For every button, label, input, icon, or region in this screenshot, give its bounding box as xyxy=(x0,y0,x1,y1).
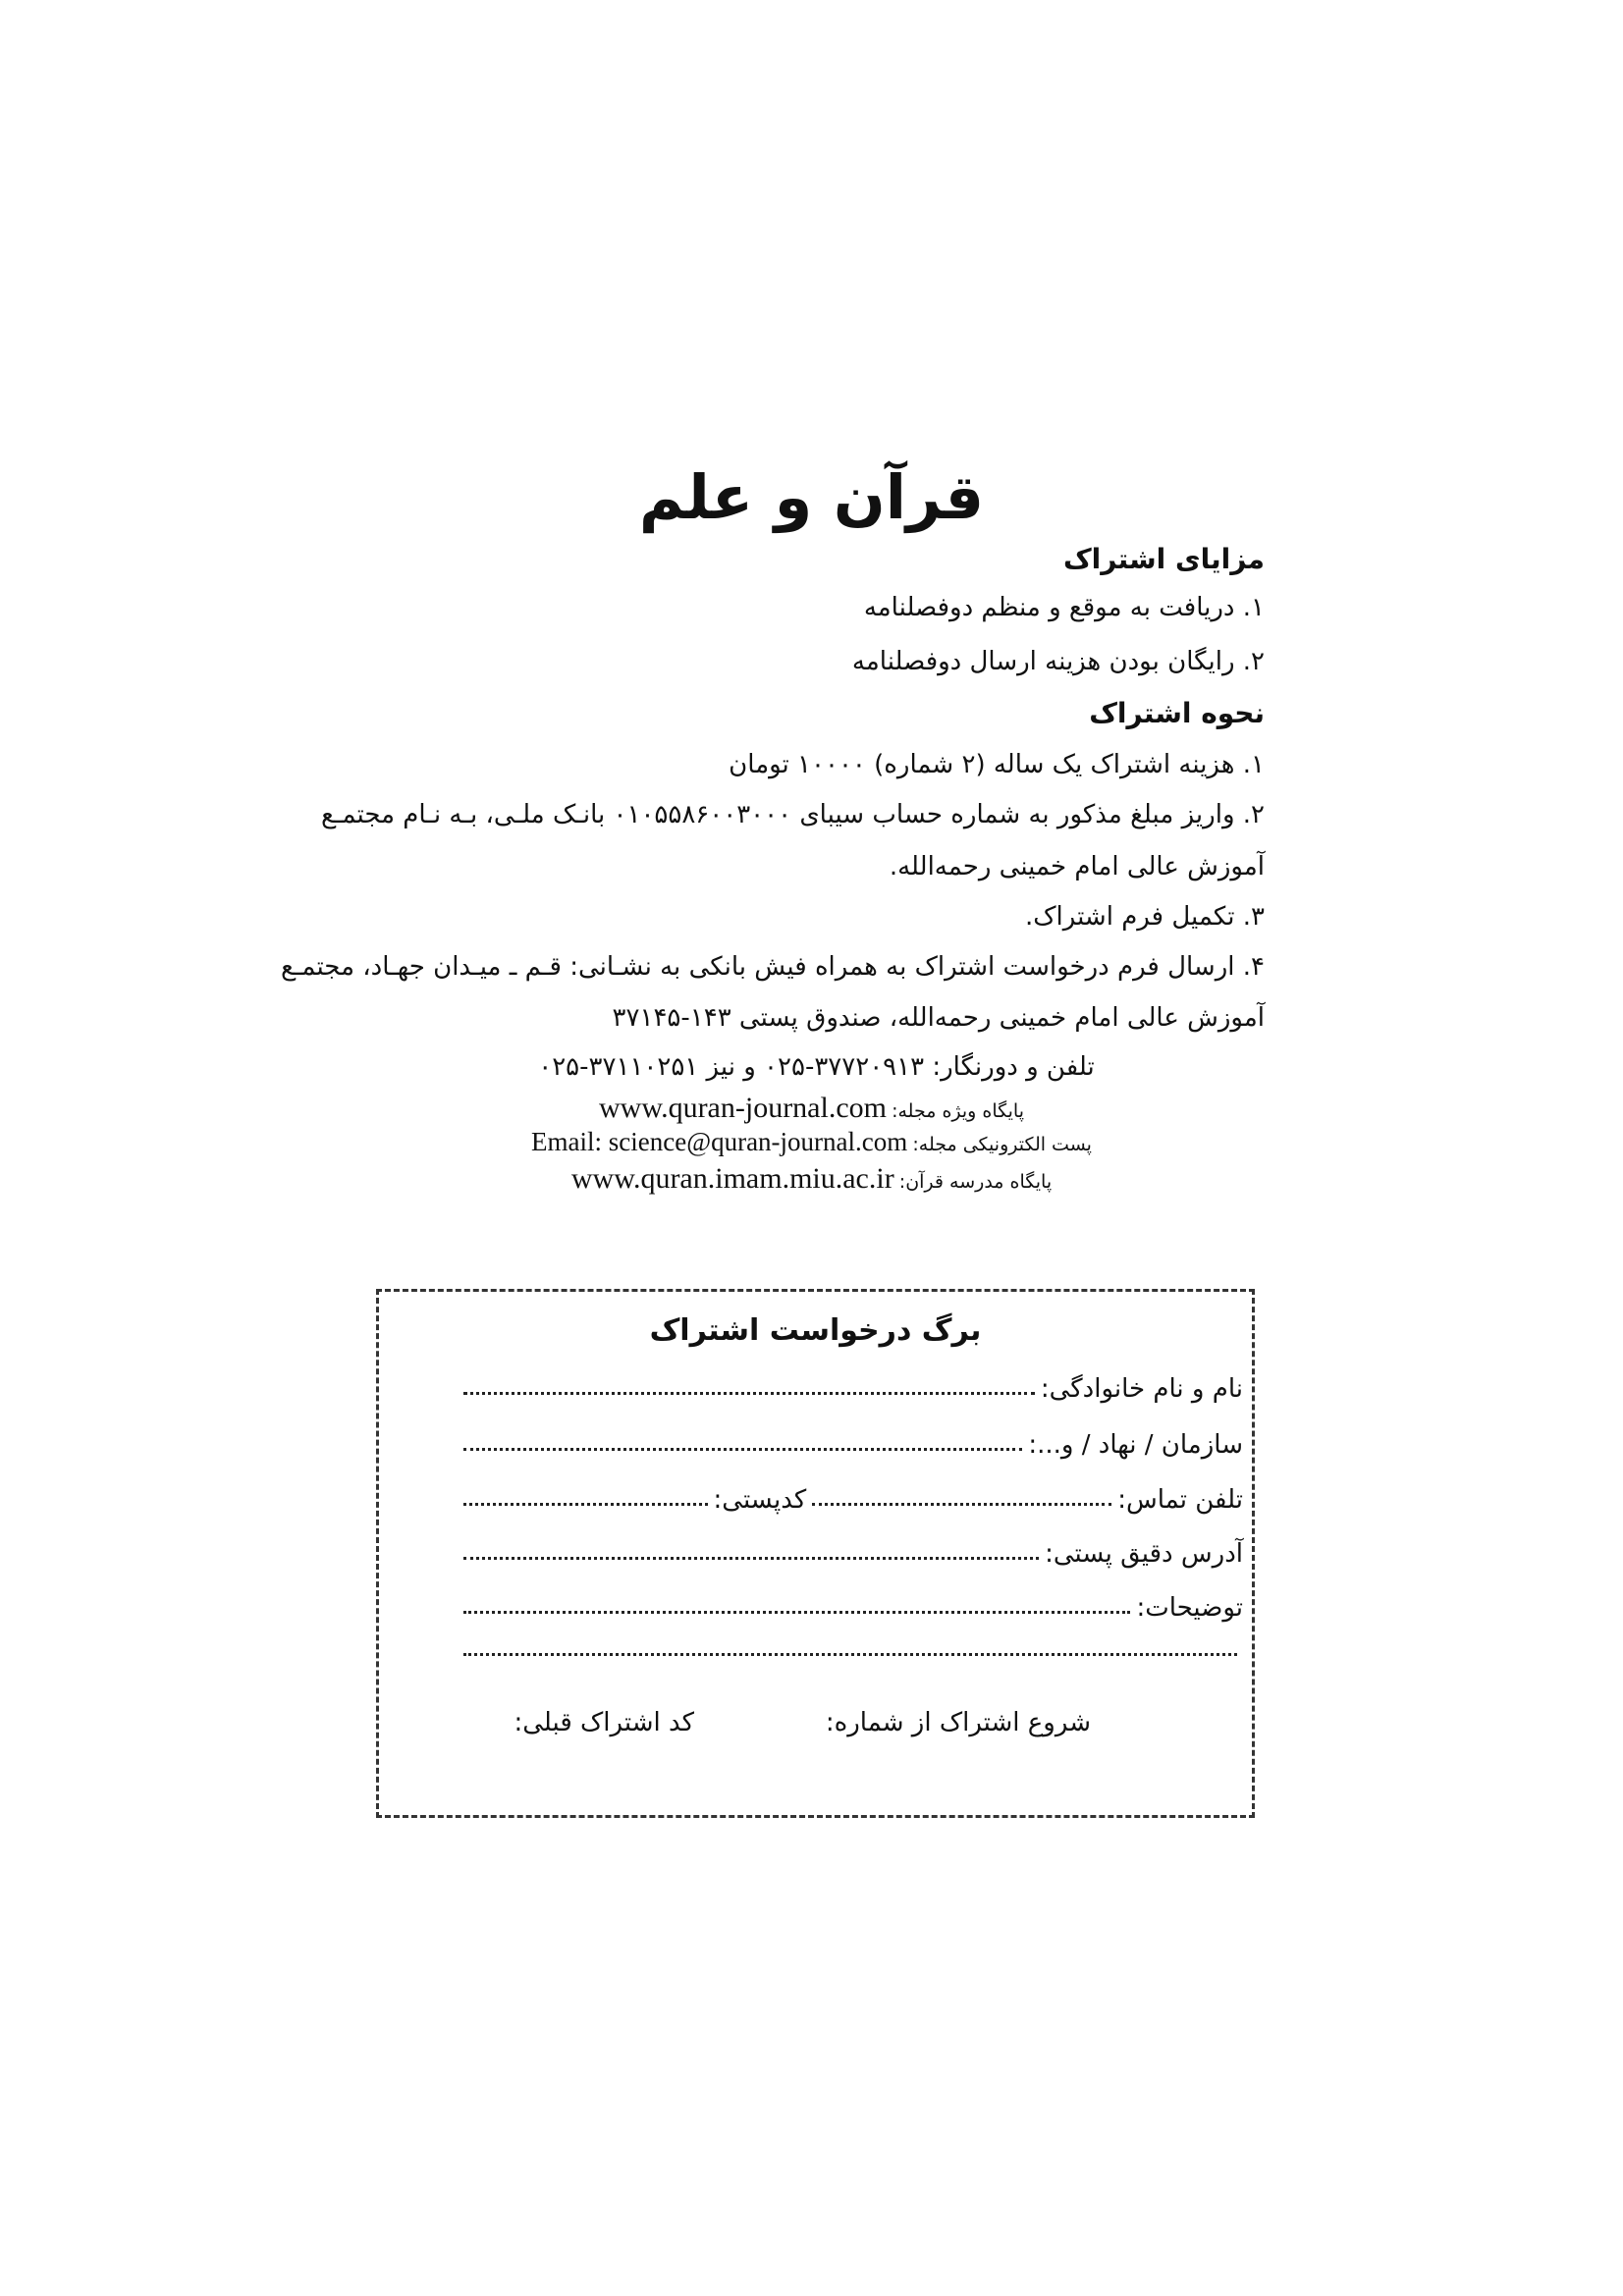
method-item-1: ۱. هزینه اشتراک یک ساله (۲ شماره) ۱۰۰۰۰ تومان xyxy=(729,750,1265,779)
school-site-url[interactable]: www.quran.imam.miu.ac.ir xyxy=(570,1162,894,1195)
notes-extra-field[interactable] xyxy=(463,1652,1237,1656)
email-label: پست الکترونیکی مجله: xyxy=(912,1134,1092,1155)
org-field[interactable] xyxy=(463,1447,1022,1451)
notes-field[interactable] xyxy=(463,1610,1130,1614)
address-row xyxy=(458,1539,1243,1569)
address-label: آدرس دقیق پستی: xyxy=(1045,1539,1243,1569)
notes-row xyxy=(458,1593,1243,1623)
email-line xyxy=(0,1127,1623,1157)
method-item-3: ۳. تکمیل فرم اشتراک. xyxy=(1024,902,1265,932)
website-url[interactable]: www.quran-journal.com xyxy=(599,1092,887,1124)
org-label: سازمان / نهاد / و...: xyxy=(1028,1430,1243,1460)
prev-code-label: کد اشتراک قبلی: xyxy=(514,1708,694,1737)
website-line xyxy=(0,1092,1623,1125)
phone-label: تلفن تماس: xyxy=(1117,1485,1243,1515)
method-item-4-line-1: ۴. ارسال فرم درخواست اشتراک به همراه فیش بانکی به نشـانی: قـم ـ میـدان جهـاد، مجتمـع xyxy=(280,952,1265,982)
journal-title: قرآن و علم xyxy=(638,461,985,533)
email-address[interactable]: Email: science@quran-journal.com xyxy=(531,1127,908,1156)
website-label: پایگاه ویژه مجله: xyxy=(892,1100,1024,1122)
postal-code-field[interactable] xyxy=(463,1502,708,1506)
phone-field[interactable] xyxy=(812,1502,1111,1506)
notes-extra-row xyxy=(458,1652,1243,1665)
phone-row xyxy=(458,1485,1243,1515)
form-title: برگ درخواست اشتراک xyxy=(649,1313,982,1348)
method-heading: نحوه اشتراک xyxy=(1089,697,1265,729)
org-row xyxy=(458,1430,1243,1460)
name-row xyxy=(458,1374,1243,1404)
notes-label: توضیحات: xyxy=(1136,1593,1243,1623)
benefit-item-1: ۱. دریافت به موقع و منظم دوفصلنامه xyxy=(863,593,1265,622)
benefits-heading: مزایای اشتراک xyxy=(1062,543,1265,575)
method-item-2-line-1: ۲. واریز مبلغ مذکور به شماره حساب سیبای ۰۱۰۵۵۸۶۰۰۳۰۰۰ بانـک ملـی، بـه نـام مجتمـع xyxy=(320,800,1265,829)
postal-code-label: کدپستی: xyxy=(713,1485,807,1515)
method-item-2-line-2: آموزش عالی امام خمینی رحمه‌الله. xyxy=(889,852,1265,881)
benefit-item-2: ۲. رایگان بودن هزینه ارسال دوفصلنامه xyxy=(851,647,1265,676)
address-field[interactable] xyxy=(463,1556,1039,1560)
method-item-4-line-2: آموزش عالی امام خمینی رحمه‌الله، صندوق پستی ۱۴۳-۳۷۱۴۵ xyxy=(612,1003,1265,1033)
name-field[interactable] xyxy=(463,1391,1035,1395)
start-issue-label: شروع اشتراک از شماره: xyxy=(825,1708,1091,1737)
school-site-label: پایگاه مدرسه قرآن: xyxy=(898,1171,1053,1193)
school-site-line xyxy=(0,1162,1623,1196)
name-label: نام و نام خانوادگی: xyxy=(1040,1374,1243,1404)
contact-phone: تلفن و دورنگار: ۳۷۷۲۰۹۱۳-۰۲۵ و نیز ۳۷۱۱۰۲۵۱-۰۲۵ xyxy=(538,1052,1095,1082)
